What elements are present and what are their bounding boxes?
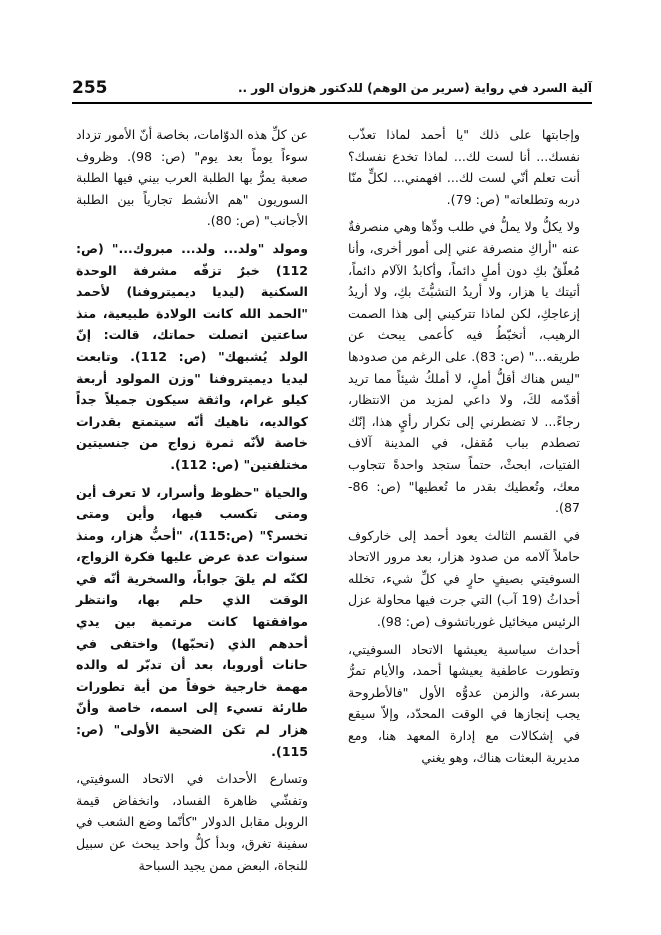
paragraph: في القسم الثالث يعود أحمد إلى خاركوف حاملاً آلامه من صدود هزار، بعد مرور الاتحاد السوفيتي بصيفٍ حارٍ في كلِّ شيء، تخلله أحداثُ (19 آب) التي جرت فيها محاولة عزل الرئيس ميخائيل غورباتشوف (ص: 98).: [348, 527, 580, 630]
left-column: [76, 124, 308, 882]
paragraph: وإجابتها على ذلك "يا أحمد لماذا تعذّب نفسك... أنا لست لك... لماذا تخدع نفسك؟ أنت تعلم أنّي لست لك... افهمني... لكلٍّ منّا دربه وتطلعاته" (ص: 79).: [348, 127, 580, 207]
paragraph: عن كلِّ هذه الدوّامات، بخاصة أنّ الأمور تزداد سوءاً يوماً بعد يوم" (ص: 98). وظروف صعبة يمرُّ بها الطلبة العرب بيني فيها الطلبة السوريون "هم الأنشط تجارياً بين الطلبة الأجانب" (ص: 80).: [76, 127, 308, 229]
paragraph-bold: ومولد "ولد... ولد... مبروك..." (ص: 112) خبرٌ تزفّه مشرفة الوحدة السكنية (ليديا ديميتروفنا) لأحمد "الحمد الله كانت الولادة طبيعية، منذ ساعتين اتصلت حماتك، قالت: إنّ الولد يُشبهك" (ص: 112). وتابعت ليديا ديميتروفنا "وزن المولود أربعة كيلو غرام، واثقة سيكون جميلاً جداً كوالديه، ناهيك أنّه سيتمتع بقدرات خاصة لأنّه ثمرة زواج من جنسيتين مختلفتين" (ص: 112).: [76, 240, 308, 472]
paragraph: أحداث سياسية يعيشها الاتحاد السوفيتي، وتطورت عاطفية يعيشها أحمد، والأيام تمرُّ بسرعة، والزمن عدوُّه الأول "فالأطروحة يجب إنجازها في الوقت المحدّد، وإلاّ سيقع في إشكالات مع إدارة المعهد هنا، ومع مديرية البعثات هناك، وهو يغني: [348, 641, 580, 765]
page-header: [72, 76, 592, 100]
page-number: 255: [72, 78, 108, 98]
running-title: آلية السرد في رواية (سرير من الوهم) للدكتور هزوان الور ..: [237, 81, 592, 95]
header-rule: [72, 102, 592, 104]
paragraph: وتسارع الأحداث في الاتحاد السوفيتي، وتفشّي ظاهرة الفساد، وانخفاض قيمة الروبل مقابل الدولار "كأنّما وضع الشعب في سفينة تغرق، وبدأ كلُّ واحد يبحث عن سبيل للنجاة، البعض ممن يجيد السباحة: [76, 771, 308, 873]
paragraph: ولا يكلُّ ولا يملُّ في طلب ودِّها وهي منصرفةٌ عنه "أراكِ منصرفة عني إلى أمور أخرى، وأنا مُعلّقٌ بكِ دون أملٍ دائماً، وأكابدُ الآلام دائماً، أتيتك يا هزار، ولا أريدُ التشبُّثَ بكِ، ولا أريدُ إزعاجكِ، لكن لماذا تتركيني إلى هذا الصمت الرهيب، أتخبّطُ فيه كأعمى يبحث عن طريقه..." (ص: 83). على الرغم من صدودها "ليس هناك أقلُّ أملٍ، لا أملكُ شيئاً مما تريد أقدّمه لكَ، ولا داعي لمزيد من الانتظار، رجاءً... لا تضطرني إلى تكرار رأيٍ هذا، إنّك تصطدم بباب مُقفل، في المدينة آلاف الفتيات، ابحثْ، حتماً ستجد واحدةً تتجاوب معك، وتُعطيك بقدر ما تُعطيها" (ص: 86- 87).: [348, 219, 580, 516]
paragraph-bold: والحياة "حظوظ وأسرار، لا تعرف أين ومتى تكسب فيها، وأين ومتى تخسر؟" (ص:115)، "أحبُّ هزار، ومنذ سنوات عدة عرض عليها فكرة الزواج، لكنّه لم يلقَ جواباً، والسخرية أنّه في الوقت الذي حلم بها، وانتظر موافقتها كانت مرتمية بين يدي أحدهم الذي (تحبّها) واختفى في حانات أوروبا، بعد أن تدبّر له والده مهمة خارجية خوفاً من أية تطورات طارئة تسيء إلى اسمه، خاصة وأنّ هزار لم تكن الضحية الأولى" (ص: 115).: [76, 484, 308, 759]
right-column: [348, 124, 580, 774]
